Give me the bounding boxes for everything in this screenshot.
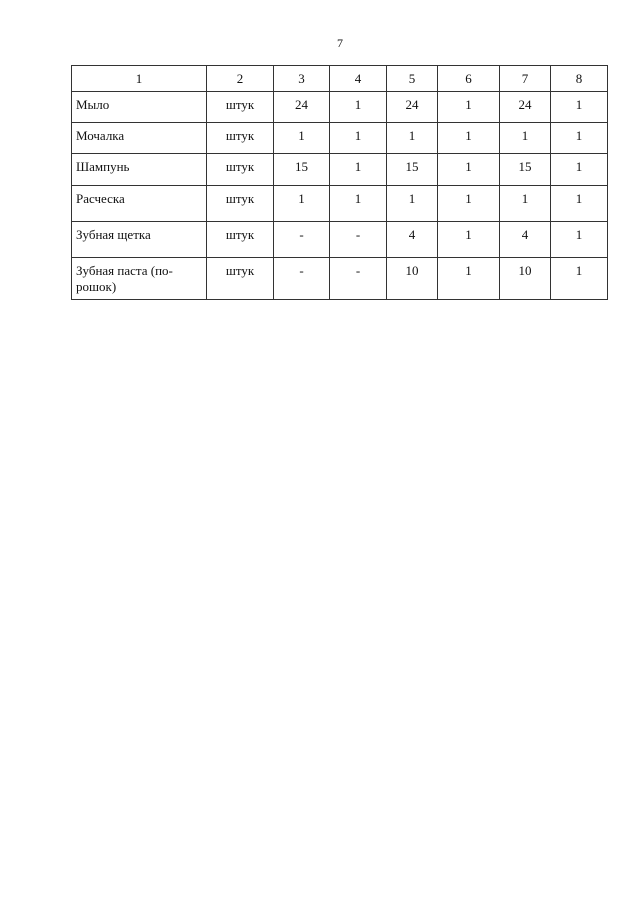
value-cell: 1 <box>551 222 608 258</box>
item-name-cell: Расческа <box>72 186 207 222</box>
value-cell: 15 <box>274 154 330 186</box>
value-cell: 1 <box>551 123 608 154</box>
value-cell: - <box>274 222 330 258</box>
unit-cell: штук <box>207 222 274 258</box>
item-name-cell: Мыло <box>72 92 207 123</box>
page-number: 7 <box>337 36 343 50</box>
value-cell: 24 <box>387 92 438 123</box>
value-cell: 1 <box>387 123 438 154</box>
unit-cell: штук <box>207 123 274 154</box>
item-name-cell: Мочалка <box>72 123 207 154</box>
value-cell: 1 <box>330 186 387 222</box>
value-cell: 1 <box>438 154 500 186</box>
column-header: 1 <box>72 66 207 92</box>
value-cell: 1 <box>330 154 387 186</box>
unit-cell: штук <box>207 186 274 222</box>
value-cell: 1 <box>551 258 608 300</box>
column-header: 3 <box>274 66 330 92</box>
table-row <box>72 186 608 222</box>
table-row <box>72 258 608 300</box>
unit-cell: штук <box>207 154 274 186</box>
table-row <box>72 222 608 258</box>
value-cell: 15 <box>500 154 551 186</box>
items-table <box>71 65 608 300</box>
item-name-cell: Зубная щетка <box>72 222 207 258</box>
value-cell: 1 <box>274 186 330 222</box>
column-header: 6 <box>438 66 500 92</box>
value-cell: 1 <box>500 123 551 154</box>
column-header: 4 <box>330 66 387 92</box>
value-cell: 1 <box>387 186 438 222</box>
table-header-row <box>72 66 608 92</box>
column-header: 2 <box>207 66 274 92</box>
value-cell: 4 <box>500 222 551 258</box>
value-cell: 1 <box>438 123 500 154</box>
unit-cell: штук <box>207 258 274 300</box>
value-cell: 1 <box>438 92 500 123</box>
value-cell: 1 <box>551 92 608 123</box>
value-cell: 1 <box>438 258 500 300</box>
value-cell: 1 <box>438 222 500 258</box>
table-row <box>72 123 608 154</box>
table-row <box>72 92 608 123</box>
unit-cell: штук <box>207 92 274 123</box>
value-cell: 1 <box>551 154 608 186</box>
value-cell: 1 <box>551 186 608 222</box>
value-cell: 1 <box>330 92 387 123</box>
value-cell: 15 <box>387 154 438 186</box>
value-cell: 1 <box>500 186 551 222</box>
value-cell: 1 <box>330 123 387 154</box>
value-cell: - <box>330 222 387 258</box>
value-cell: - <box>330 258 387 300</box>
column-header: 7 <box>500 66 551 92</box>
item-name-cell: Зубная паста (по-рошок) <box>72 258 207 300</box>
value-cell: - <box>274 258 330 300</box>
value-cell: 1 <box>274 123 330 154</box>
value-cell: 10 <box>387 258 438 300</box>
column-header: 8 <box>551 66 608 92</box>
value-cell: 24 <box>500 92 551 123</box>
table-row <box>72 154 608 186</box>
value-cell: 1 <box>438 186 500 222</box>
item-name-cell: Шампунь <box>72 154 207 186</box>
column-header: 5 <box>387 66 438 92</box>
value-cell: 24 <box>274 92 330 123</box>
value-cell: 4 <box>387 222 438 258</box>
value-cell: 10 <box>500 258 551 300</box>
